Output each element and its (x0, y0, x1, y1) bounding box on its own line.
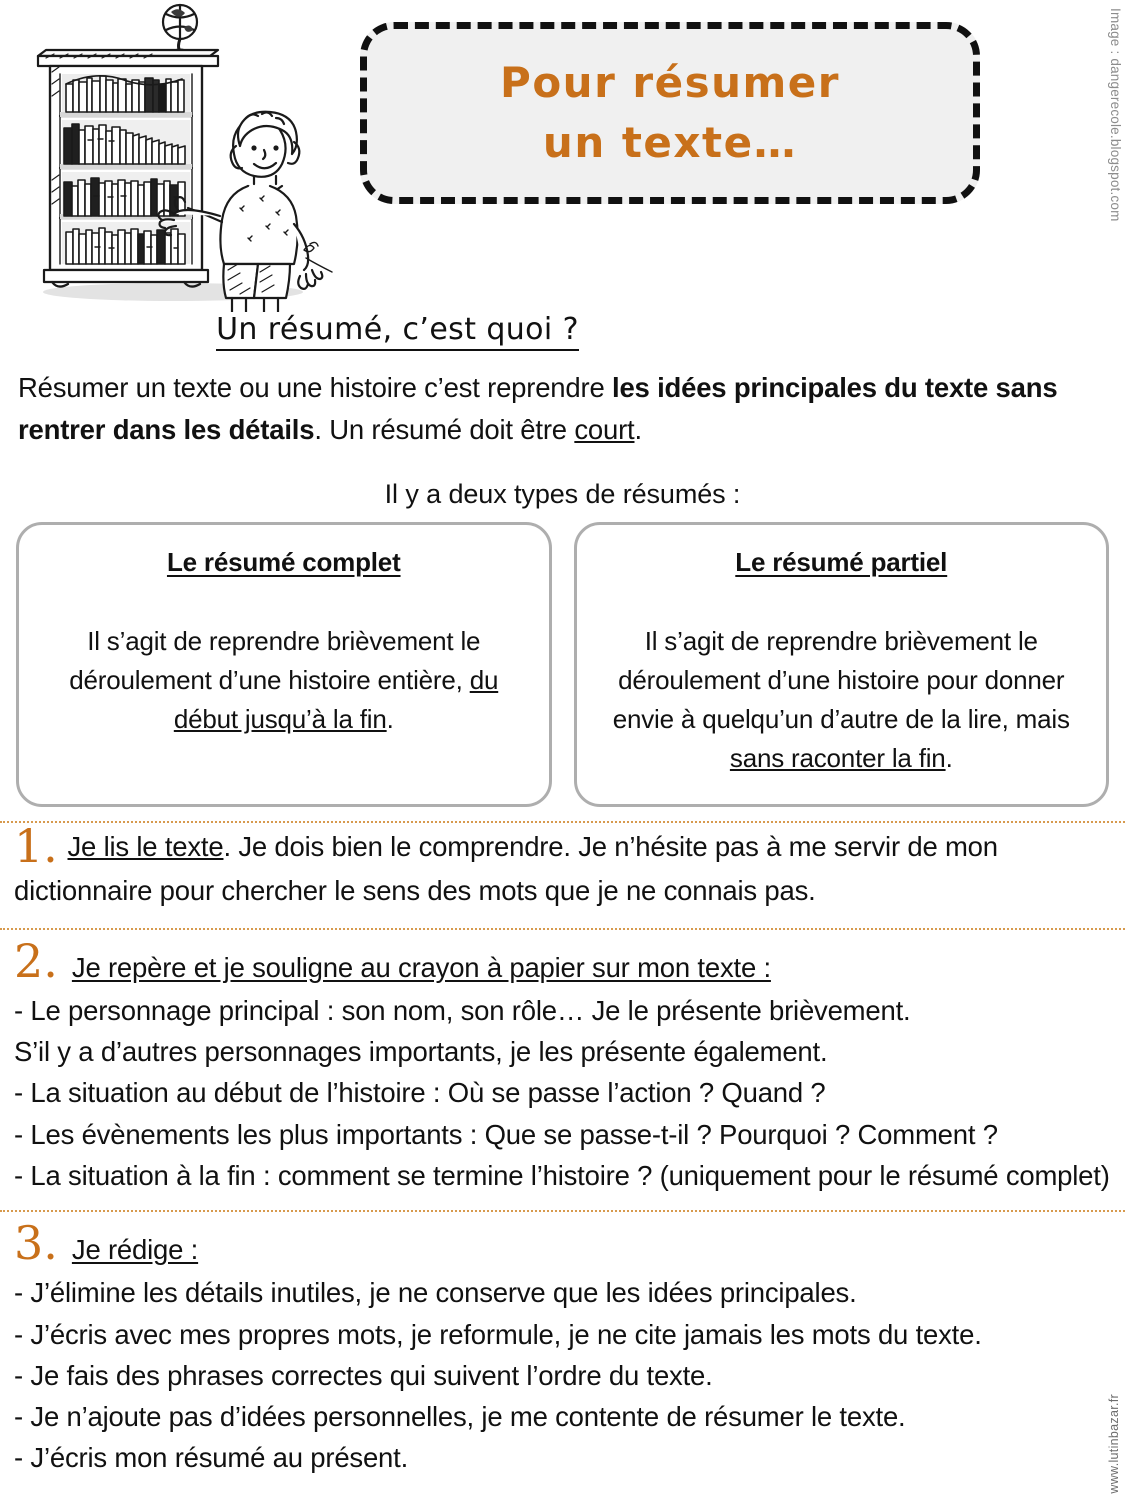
step-2-number: 2. (14, 933, 58, 988)
box-tail-end: . (386, 703, 394, 734)
box-body-line: déroulement d’une histoire pour donner (618, 664, 1065, 695)
step-2 (0, 933, 1125, 1197)
step-1-content (14, 818, 1111, 914)
step-3-header (14, 1216, 1111, 1271)
intro-part-2: . Un résumé doit être (314, 413, 575, 445)
box-title-complete: Le résumé complet (166, 546, 401, 577)
box-body-line: déroulement d’une histoire entière, (69, 664, 463, 695)
bullet-item: - J’élimine les détails inutiles, je ne conserve que les idées principales. (14, 1277, 857, 1309)
summary-type-box-partial (574, 522, 1110, 807)
step-3 (0, 1216, 1125, 1479)
step-2-header (14, 933, 1111, 988)
step-2-heading-wrap (72, 947, 771, 988)
step-2-bullets (14, 990, 1111, 1196)
step-1 (0, 818, 1125, 914)
box-underlined-phrase: sans raconter la fin (729, 742, 946, 773)
step-1-body: . Je dois bien le comprendre. Je n’hésite pas à me servir de mon dictionnaire pour chercher le sens des mots que je ne connais pas. (14, 830, 998, 907)
bullet-item: - La situation au début de l’histoire : Où se passe l’action ? Quand ? (14, 1077, 826, 1109)
summary-types-container (16, 522, 1109, 807)
image-credit: Image : dangerecole.blogspot.com (1108, 8, 1123, 222)
box-lead-tail: mais (1015, 703, 1070, 734)
bullet-item: - La situation à la fin : comment se termine l’histoire ? (uniquement pour le résumé complet) (14, 1159, 1110, 1191)
box-body-line: Il s’agit de reprendre brièvement le (644, 625, 1038, 656)
step-3-bullets (14, 1272, 1111, 1478)
subtitle-heading: Un résumé, c’est quoi ? (216, 312, 579, 351)
separator-dotted-2 (0, 928, 1125, 930)
box-body-line: Il s’agit de reprendre brièvement le (87, 625, 481, 656)
step-2-heading: Je repère et je souligne au crayon à papier sur mon texte : (71, 951, 771, 983)
bullet-item: - Le personnage principal : son nom, son rôle… Je le présente brièvement. (14, 994, 911, 1026)
types-lead-text: Il y a deux types de résumés : (384, 478, 741, 509)
intro-part-3: . (634, 413, 642, 445)
bullet-item: - Les évènements les plus importants : Que se passe-t-il ? Pourquoi ? Comment ? (14, 1118, 998, 1150)
step-3-heading-wrap (72, 1229, 198, 1270)
box-underlined-phrase: du début jusqu’à la fin (173, 664, 499, 734)
bullet-item: - J’écris avec mes propres mots, je reformule, je ne cite jamais les mots du texte. (14, 1318, 982, 1350)
intro-underlined-word: court (574, 413, 635, 445)
box-body-line: envie à quelqu’un d’autre de la lire, (612, 703, 1009, 734)
step-1-number: 1. (14, 818, 58, 873)
intro-part-1: Résumer un texte ou une histoire c’est reprendre (18, 372, 612, 403)
page-header (0, 0, 1125, 318)
title-line-2: un texte… (542, 118, 798, 167)
step-3-heading: Je rédige : (71, 1234, 199, 1266)
site-credit: www.lutinbazar.fr (1107, 1394, 1121, 1494)
bullet-item: - Je fais des phrases correctes qui suivent l’ordre du texte. (14, 1359, 713, 1391)
intro-bold-emphasis: les idées principales du texte sans rentrer dans les détails (18, 372, 1058, 445)
box-body-complete (35, 622, 533, 739)
title-line-1: Pour résumer (500, 58, 840, 108)
bullet-item: S’il y a d’autres personnages importants, je les présente également. (14, 1036, 828, 1068)
step-3-number: 3. (14, 1216, 58, 1271)
title-callout-box (360, 22, 980, 204)
bullet-item: - J’écris mon résumé au présent. (14, 1442, 409, 1474)
box-body-partial (593, 622, 1091, 778)
summary-type-box-complete (16, 522, 552, 807)
box-tail-end: . (945, 742, 953, 773)
separator-dotted-3 (0, 1210, 1125, 1212)
box-title-partial: Le résumé partiel (735, 546, 948, 577)
bullet-item: - Je n’ajoute pas d’idées personnelles, je me contente de résumer le texte. (14, 1401, 906, 1433)
bookshelf-globe-child-illustration (8, 0, 358, 312)
intro-paragraph (18, 367, 1107, 451)
step-1-heading: Je lis le texte (67, 830, 224, 862)
